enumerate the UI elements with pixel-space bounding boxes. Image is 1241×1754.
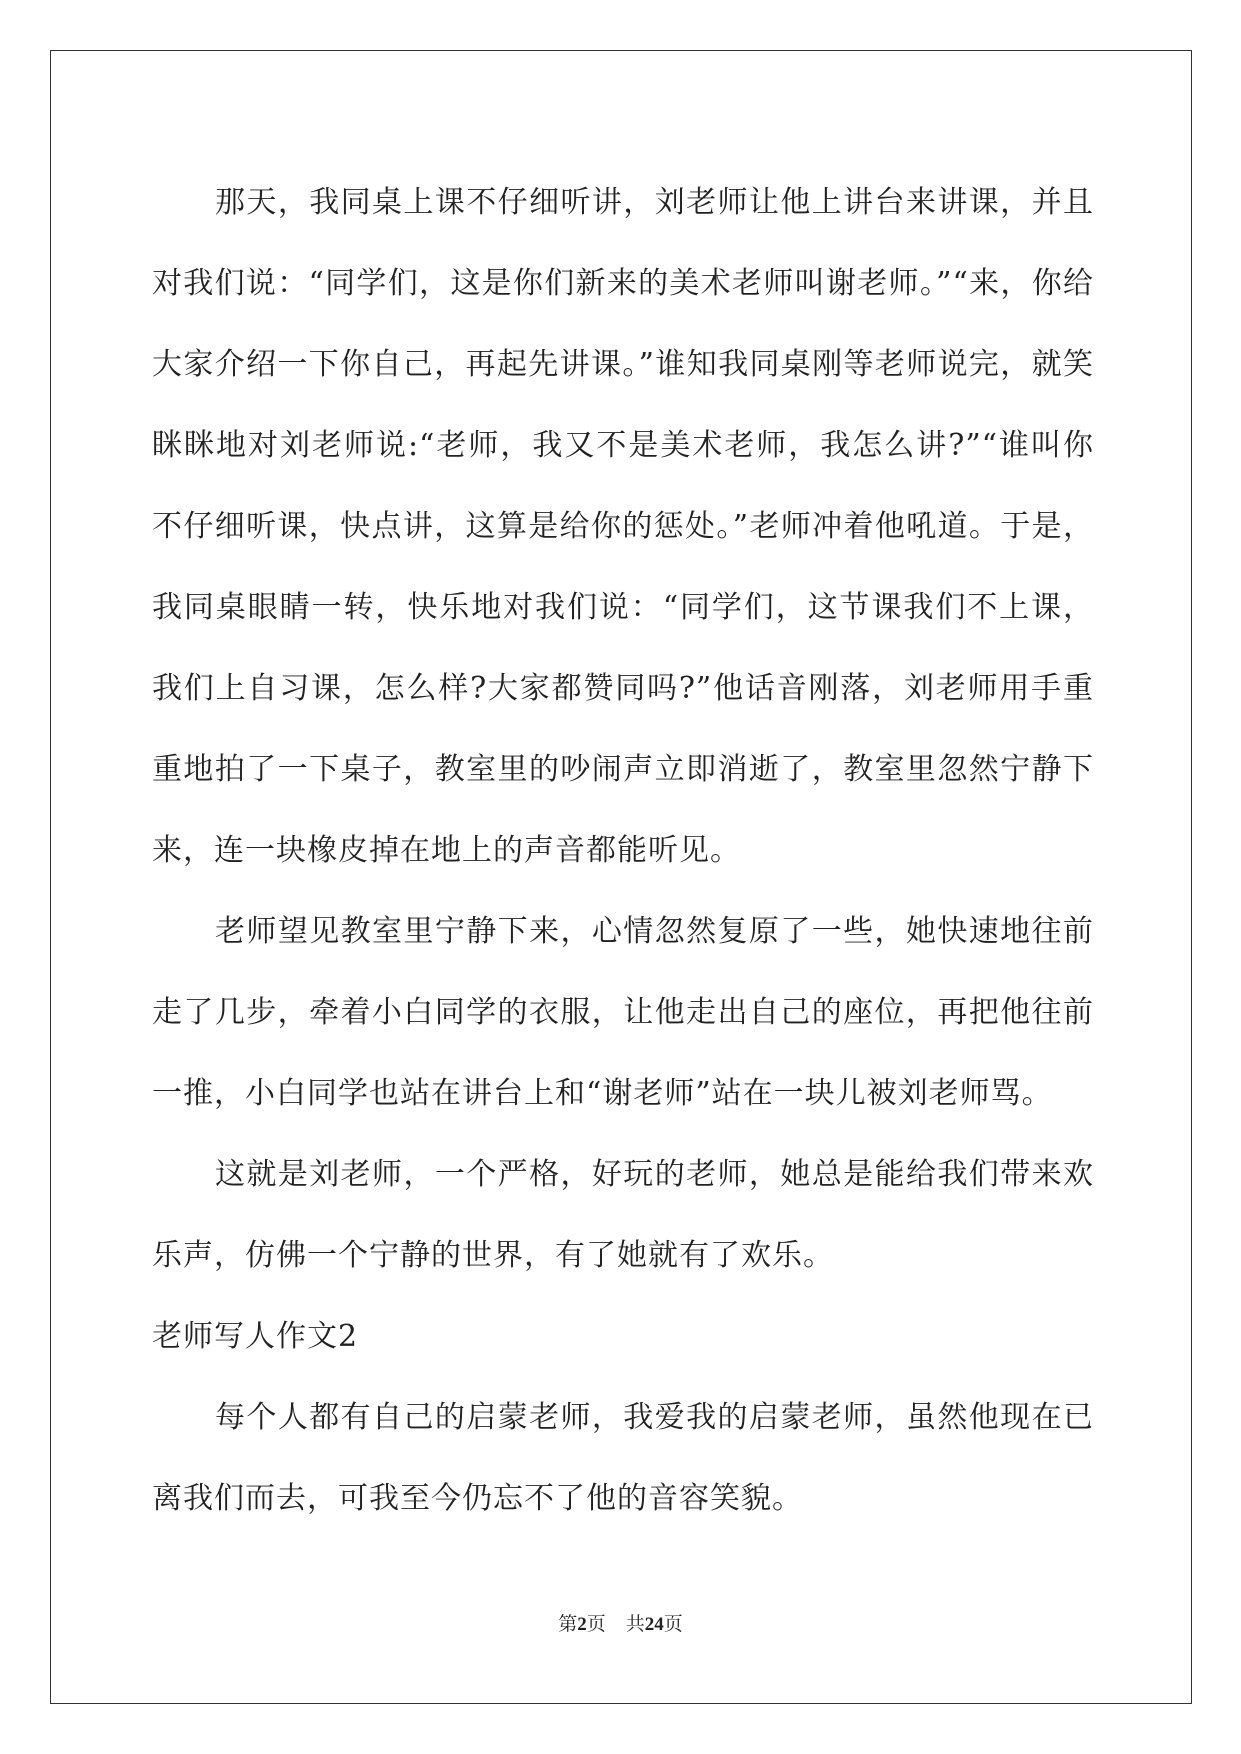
footer-page-word: 页 [586,1613,606,1635]
paragraph-2: 老师望见教室里宁静下来，心情忽然复原了一些，她快速地往前走了几步，牵着小白同学的衣服，让他走出自己的座位，再把他往前一推，小白同学也站在讲台上和“谢老师”站在一块儿被刘老师骂。 [152,914,1094,1111]
footer-total-prefix: 共 [625,1613,645,1635]
footer-total-suffix: 页 [663,1613,683,1635]
current-page-number: 2 [577,1614,587,1635]
paragraph-4: 每个人都有自己的启蒙老师，我爱我的启蒙老师，虽然他现在已离我们而去，可我至今仍忘不了他的音容笑貌。 [152,1400,1094,1516]
footer-prefix: 第 [558,1613,578,1635]
paragraph-3: 这就是刘老师，一个严格，好玩的老师，她总是能给我们带来欢乐声，仿佛一个宁静的世界，有了她就有了欢乐。 [152,1157,1094,1273]
section-heading: 老师写人作文2 [152,1319,359,1354]
paragraph-1: 那天，我同桌上课不仔细听讲，刘老师让他上讲台来讲课，并且对我们说：“同学们，这是你们新来的美术老师叫谢老师。”“来，你给大家介绍一下你自己，再起先讲课。”谁知我同桌刚等老师说完，就笑眯眯地对刘老师说:“老师，我又不是美术老师，我怎么讲?”“谁叫你不仔细听课，快点讲，这算是给你的惩处。”老师冲着他吼道。于是，我同桌眼睛一转，快乐地对我们说：“同学们，这节课我们不上课，我们上自习课，怎么样?大家都赞同吗?”他话音刚落，刘老师用手重重地拍了一下桌子，教室里的吵闹声立即消逝了，教室里忽然宁静下来，连一块橡皮掉在地上的声音都能听见。 [152,185,1094,868]
document-body [152,162,1094,1539]
total-pages-number: 24 [644,1614,664,1635]
page-footer [0,1612,1241,1637]
